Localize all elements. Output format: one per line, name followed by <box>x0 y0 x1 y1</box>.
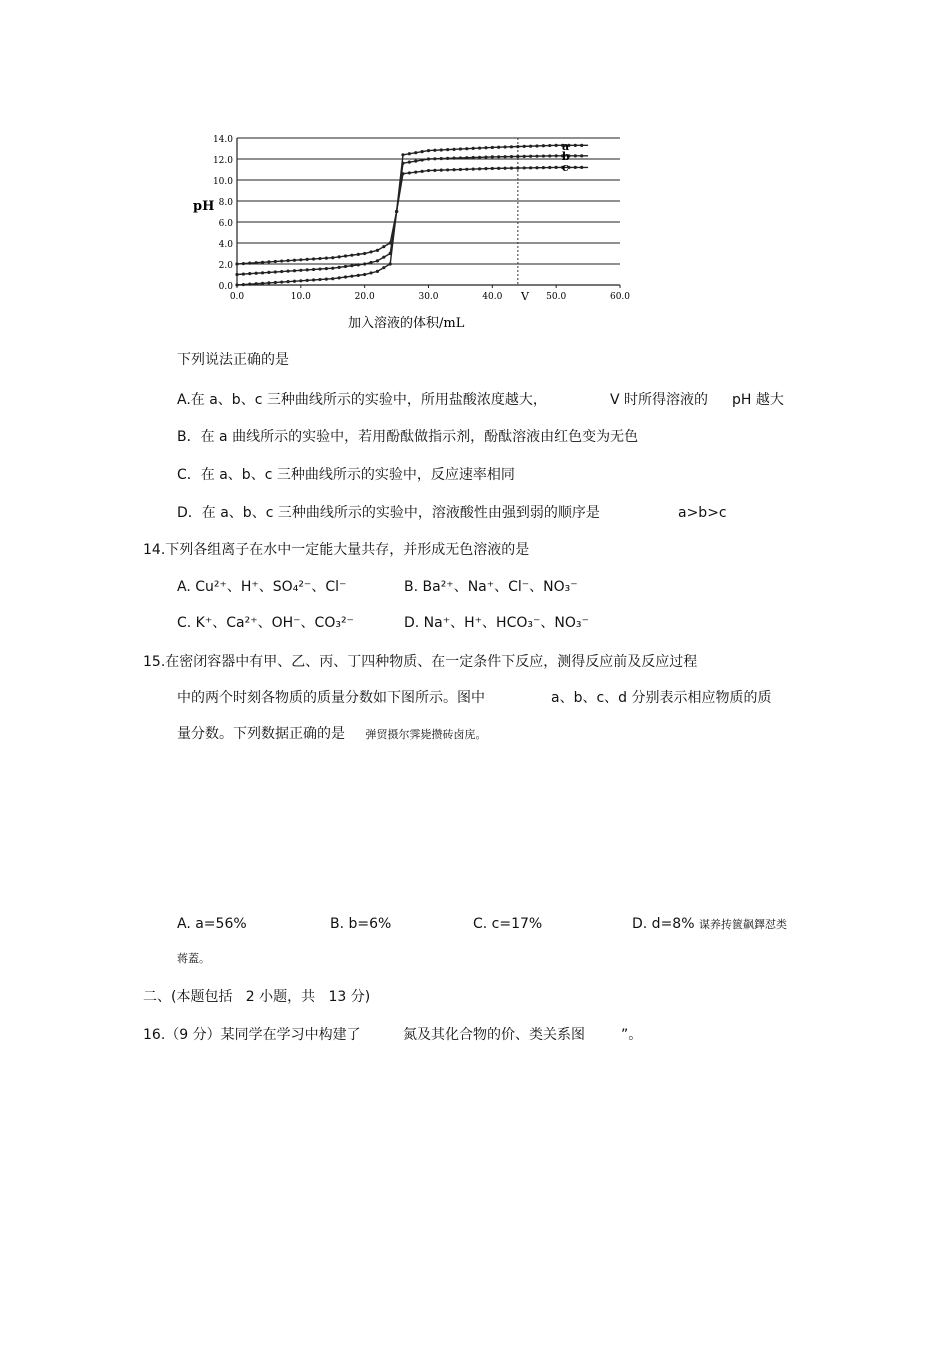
curve-c-point <box>472 167 475 170</box>
curve-c-point <box>478 167 481 170</box>
curve-c-point <box>574 166 577 169</box>
pie-charts-figure <box>0 760 950 900</box>
curve-b-point <box>299 269 302 272</box>
curve-c-point <box>446 168 449 171</box>
curve-b-point <box>465 156 468 159</box>
curve-a-point <box>446 148 449 151</box>
curve-a-point <box>484 146 487 149</box>
curve-c-point <box>465 168 468 171</box>
curve-c-point <box>504 167 507 170</box>
v-marker-label: V <box>521 290 529 303</box>
curve-a-point <box>369 250 372 253</box>
curve-a-point <box>548 144 551 147</box>
curve-c-point <box>280 280 283 283</box>
y-tick-label-4: 8.0 <box>218 198 233 208</box>
y-tick-label-3: 6.0 <box>218 219 233 229</box>
curve-a-point <box>382 245 385 248</box>
curve-c-point <box>331 277 334 280</box>
curve-b-point <box>401 162 404 165</box>
q15-noise-text: 弹贸摄尔霁毙攒砖卤庑。 <box>365 728 487 741</box>
q15-stem-line2 <box>177 689 797 707</box>
q15-option-a: A. a=56% <box>177 916 247 932</box>
curve-c-point <box>395 210 398 213</box>
curve-a-point <box>414 151 417 154</box>
curve-a-point <box>344 254 347 257</box>
q14-option-d: D. Na⁺、H⁺、HCO₃⁻、NO₃⁻ <box>404 615 589 631</box>
curve-a-point <box>497 146 500 149</box>
q16-stem-text-1: 16.（9 分）某同学在学习中构建了 <box>143 1027 361 1043</box>
curve-b-point <box>274 270 277 273</box>
curve-c-point <box>459 168 462 171</box>
curve-b-point <box>363 262 366 265</box>
y-tick-label-0: 0.0 <box>218 282 233 292</box>
curve-c-point <box>363 273 366 276</box>
curve-c-point <box>433 169 436 172</box>
curve-c-point <box>286 280 289 283</box>
curve-a-point <box>357 253 360 256</box>
curve-c-point <box>376 270 379 273</box>
curve-c-point <box>510 167 513 170</box>
curve-a-point <box>376 249 379 252</box>
q14-stem: 14.下列各组离子在水中一定能大量共存，并形成无色溶液的是 <box>143 542 530 558</box>
curve-c-point <box>350 275 353 278</box>
curve-b-point <box>248 272 251 275</box>
curve-a-point <box>363 252 366 255</box>
curve-c-point <box>261 282 264 285</box>
curve-label-c: c <box>562 161 569 174</box>
curve-c-point <box>414 171 417 174</box>
curve-b-point <box>523 155 526 158</box>
curve-a-point <box>535 144 538 147</box>
curve-c-point <box>421 170 424 173</box>
q13-option-d-order: a>b>c <box>678 505 727 521</box>
curve-c-point <box>242 283 245 286</box>
curve-b-point <box>235 273 238 276</box>
q13-option-a <box>177 391 817 409</box>
curve-a-point <box>267 260 270 263</box>
section-2-heading: 二、(本题包括 2 小题，共 13 分) <box>143 989 371 1005</box>
x-axis-label: 加入溶液的体积/mL <box>348 316 465 331</box>
q15-option-b: B. b=6% <box>330 916 392 932</box>
curve-b-point <box>261 271 264 274</box>
curve-a-point <box>465 147 468 150</box>
curve-a-point <box>523 145 526 148</box>
curve-b-point <box>325 267 328 270</box>
curve-a-point <box>452 148 455 151</box>
curve-c-point <box>306 279 309 282</box>
curve-b-point <box>548 154 551 157</box>
curve-c-point <box>235 283 238 286</box>
curve-a-point <box>478 146 481 149</box>
curve-b-point <box>542 154 545 157</box>
curve-a-point <box>504 145 507 148</box>
curve-a-point <box>510 145 513 148</box>
curve-c-point <box>338 276 341 279</box>
q15-option-d <box>632 915 787 934</box>
x-tick-label-6: 60.0 <box>609 292 631 302</box>
q15-option-c: C. c=17% <box>473 916 543 932</box>
curve-a-point <box>293 259 296 262</box>
q16-stem-text-2: 氮及其化合物的价、类关系图 <box>403 1027 585 1043</box>
curve-b-point <box>440 157 443 160</box>
curve-b-point <box>312 268 315 271</box>
curve-a-point <box>401 153 404 156</box>
curve-label-a: a <box>562 140 570 153</box>
curve-a-point <box>408 152 411 155</box>
curve-c-point <box>452 168 455 171</box>
curve-a-point <box>529 145 532 148</box>
curve-b-point <box>535 155 538 158</box>
q15-stem-line2-a: 中的两个时刻各物质的质量分数如下图所示。图中 <box>177 690 485 706</box>
curve-a-point <box>274 260 277 263</box>
curve-a-point <box>318 257 321 260</box>
curve-b-point <box>357 263 360 266</box>
q14-option-b: B. Ba²⁺、Na⁺、Cl⁻、NO₃⁻ <box>404 579 578 595</box>
q15-stem-line3 <box>177 725 486 744</box>
titration-chart <box>0 0 950 340</box>
curve-a-point <box>325 257 328 260</box>
curve-a-point <box>459 147 462 150</box>
curve-b-point <box>555 154 558 157</box>
curve-b-point <box>350 264 353 267</box>
curve-b-point <box>433 157 436 160</box>
curve-b-point <box>331 267 334 270</box>
curve-b-point <box>338 266 341 269</box>
q15-tail-noise: 蒋蓋。 <box>177 952 210 965</box>
x-tick-label-3: 30.0 <box>418 292 439 302</box>
curve-b-point <box>491 155 494 158</box>
q15-stem-line1: 15.在密闭容器中有甲、乙、丙、丁四种物质、在一定条件下反应，测得反应前及反应过程 <box>143 654 698 670</box>
curve-c-point <box>535 166 538 169</box>
curve-b-point <box>267 271 270 274</box>
curve-a-point <box>580 144 583 147</box>
curve-c-point <box>357 274 360 277</box>
curve-b-point <box>510 155 513 158</box>
curve-c-point <box>408 171 411 174</box>
curve-b-point <box>574 154 577 157</box>
curve-b-point <box>452 157 455 160</box>
q13-option-a-text-1: A.在 a、b、c 三种曲线所示的实验中，所用盐酸浓度越大， <box>177 392 547 408</box>
curve-b-point <box>421 158 424 161</box>
curve-a-point <box>280 259 283 262</box>
q15-stem-line2-b: a、b、c、d 分别表示相应物质的质 <box>551 690 772 706</box>
curve-c-point <box>293 280 296 283</box>
curve-a-point <box>255 261 258 264</box>
curve-b-point <box>529 155 532 158</box>
curve-b-point <box>414 160 417 163</box>
curve-c-point <box>267 281 270 284</box>
q15-stem-line3-text: 量分数。下列数据正确的是 <box>177 726 345 742</box>
curve-c-point <box>344 275 347 278</box>
curve-b-point <box>242 272 245 275</box>
curve-b-point <box>472 156 475 159</box>
curve-a-point <box>472 147 475 150</box>
curve-b-point <box>286 270 289 273</box>
curve-c-point <box>529 166 532 169</box>
x-tick-label-0: 0.0 <box>229 292 245 302</box>
q15-option-noise: 谋养抟篋飙鐸怼类 <box>698 918 787 931</box>
y-tick-label-6: 12.0 <box>212 156 233 166</box>
q13-option-c: C．在 a、b、c 三种曲线所示的实验中，反应速率相同 <box>177 467 515 483</box>
curve-c-point <box>299 279 302 282</box>
y-tick-label-7: 14.0 <box>212 135 233 145</box>
x-tick-label-2: 20.0 <box>354 292 375 302</box>
curve-a-point <box>440 148 443 151</box>
q14-option-c: C. K⁺、Ca²⁺、OH⁻、CO₃²⁻ <box>177 615 354 631</box>
curve-c-point <box>389 262 392 265</box>
curve-c-point <box>523 166 526 169</box>
curve-a-point <box>516 145 519 148</box>
curve-a-point <box>306 258 309 261</box>
curve-b-point <box>427 157 430 160</box>
curve-c-point <box>484 167 487 170</box>
curve-c-point <box>274 281 277 284</box>
curve-a-point <box>542 144 545 147</box>
curve-b-point <box>306 268 309 271</box>
q16-stem <box>143 1026 663 1044</box>
curve-c-point <box>516 166 519 169</box>
curve-c-point <box>555 166 558 169</box>
curve-a-point <box>235 262 238 265</box>
curve-a-point <box>574 144 577 147</box>
curve-b-point <box>516 155 519 158</box>
curve-c-point <box>542 166 545 169</box>
curve-a-point <box>286 259 289 262</box>
curve-b-point <box>484 156 487 159</box>
q13-option-a-text-2: V 时所得溶液的 <box>610 392 709 408</box>
curve-c <box>237 167 588 285</box>
curve-b-point <box>497 155 500 158</box>
curve-b-point <box>382 256 385 259</box>
curve-b-point <box>293 269 296 272</box>
curve-b-point <box>408 161 411 164</box>
q13-option-d-text: D．在 a、b、c 三种曲线所示的实验中，溶液酸性由强到弱的顺序是 <box>177 505 600 521</box>
curve-a-point <box>331 256 334 259</box>
curve-a-point <box>312 257 315 260</box>
curve-a-point <box>427 149 430 152</box>
curve-b-point <box>369 261 372 264</box>
curve-c-point <box>491 167 494 170</box>
curve-c-point <box>548 166 551 169</box>
q13-option-d <box>177 504 777 522</box>
curve-a-point <box>350 254 353 257</box>
q13-option-a-text-3: pH 越大 <box>732 392 784 408</box>
curve-label-b: b <box>562 150 570 163</box>
curve-b-point <box>446 157 449 160</box>
curve-c-point <box>318 278 321 281</box>
curve-b-point <box>255 272 258 275</box>
curve-c-point <box>401 172 404 175</box>
chart-curves <box>235 144 588 287</box>
q16-stem-text-3: ”。 <box>621 1027 643 1043</box>
y-tick-label-1: 2.0 <box>218 261 233 271</box>
q15-option-d-text: D. d=8% <box>632 916 695 932</box>
y-axis-label: pH <box>193 199 215 214</box>
curve-a-point <box>421 150 424 153</box>
curve-a-point <box>491 146 494 149</box>
curve-c-point <box>440 169 443 172</box>
curve-b-point <box>478 156 481 159</box>
curve-c-point <box>580 166 583 169</box>
q14-option-a: A. Cu²⁺、H⁺、SO₄²⁻、Cl⁻ <box>177 579 347 595</box>
curve-c-point <box>312 278 315 281</box>
curve-c-point <box>382 266 385 269</box>
curve-b-point <box>376 259 379 262</box>
curve-c-point <box>369 271 372 274</box>
curve-a-point <box>261 261 264 264</box>
curve-b-point <box>459 156 462 159</box>
curve-b <box>237 156 588 275</box>
curve-b-point <box>318 267 321 270</box>
curve-b-point <box>344 265 347 268</box>
x-tick-label-5: 50.0 <box>546 292 567 302</box>
curve-a <box>237 145 588 264</box>
curve-a-point <box>338 255 341 258</box>
curve-c-point <box>497 167 500 170</box>
curve-a-point <box>299 258 302 261</box>
curve-a-point <box>248 262 251 265</box>
curve-c-point <box>325 278 328 281</box>
curve-c-point <box>255 282 258 285</box>
q13-option-b: B．在 a 曲线所示的实验中，若用酚酞做指示剂，酚酞溶液由红色变为无色 <box>177 429 639 445</box>
q13-stem: 下列说法正确的是 <box>177 352 289 368</box>
y-tick-label-5: 10.0 <box>212 177 233 187</box>
x-tick-label-1: 10.0 <box>290 292 311 302</box>
x-tick-label-4: 40.0 <box>482 292 503 302</box>
y-tick-label-2: 4.0 <box>218 240 233 250</box>
curve-a-point <box>433 149 436 152</box>
curve-a-point <box>555 144 558 147</box>
curve-b-point <box>504 155 507 158</box>
curve-b-point <box>580 154 583 157</box>
curve-b-point <box>280 270 283 273</box>
curve-a-point <box>242 262 245 265</box>
curve-c-point <box>248 283 251 286</box>
curve-c-point <box>427 169 430 172</box>
